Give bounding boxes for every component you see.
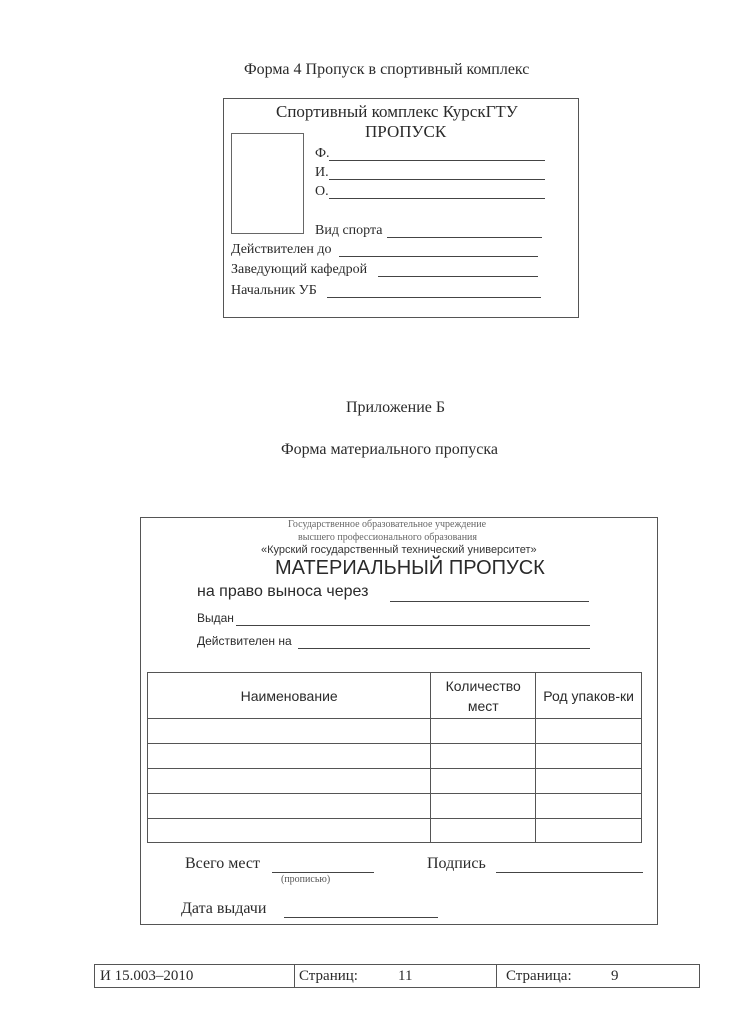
name-label: И. bbox=[315, 165, 329, 180]
col-header-packaging: Род упаков-ки bbox=[536, 673, 642, 719]
table-row bbox=[148, 719, 642, 744]
valid-for-line bbox=[298, 648, 590, 649]
table-row bbox=[148, 794, 642, 819]
table-row bbox=[148, 744, 642, 769]
issued-label: Выдан bbox=[197, 611, 234, 625]
issued-line bbox=[236, 625, 590, 626]
total-places-hint: (прописью) bbox=[281, 874, 331, 885]
col-header-quantity: Количество мест bbox=[431, 673, 536, 719]
patronymic-line bbox=[329, 198, 545, 199]
org-line-1: Государственное образовательное учреждение bbox=[288, 519, 487, 530]
chief-line bbox=[327, 297, 541, 298]
page-footer bbox=[94, 964, 700, 988]
chief-label: Начальник УБ bbox=[231, 283, 317, 298]
material-pass-subtitle: на право выноса через bbox=[197, 583, 369, 600]
valid-until-line bbox=[339, 256, 538, 257]
signature-line bbox=[496, 872, 643, 873]
total-places-line bbox=[272, 872, 374, 873]
col-header-name: Наименование bbox=[148, 673, 431, 719]
valid-until-label: Действителен до bbox=[231, 242, 332, 257]
appendix-subtitle: Форма материального пропуска bbox=[281, 441, 498, 458]
issue-date-line bbox=[284, 917, 438, 918]
valid-for-label: Действителен на bbox=[197, 634, 292, 648]
department-head-label: Заведующий кафедрой bbox=[231, 262, 368, 277]
footer-doc-code: И 15.003–2010 bbox=[100, 967, 194, 984]
footer-page-value: 9 bbox=[611, 967, 619, 984]
footer-pages-cell bbox=[295, 965, 497, 987]
footer-doc-code-cell bbox=[95, 965, 295, 987]
exit-through-line bbox=[390, 601, 589, 602]
footer-pages-value: 11 bbox=[398, 967, 413, 984]
sport-type-label: Вид спорта bbox=[315, 223, 383, 238]
name-line bbox=[329, 179, 545, 180]
patronymic-label: О. bbox=[315, 184, 329, 199]
footer-page-label: Страница: bbox=[506, 967, 572, 984]
sport-type-line bbox=[387, 237, 542, 238]
material-pass-title: МАТЕРИАЛЬНЫЙ ПРОПУСК bbox=[275, 557, 545, 579]
department-head-line bbox=[378, 276, 538, 277]
sports-pass-org: Спортивный комплекс КурскГТУ bbox=[276, 102, 518, 121]
photo-placeholder bbox=[231, 133, 304, 234]
appendix-title: Приложение Б bbox=[346, 399, 446, 416]
org-line-2: высшего профессионального образования bbox=[298, 532, 477, 543]
table-row bbox=[148, 819, 642, 843]
footer-page-cell bbox=[497, 965, 699, 987]
surname-line bbox=[329, 160, 545, 161]
signature-label: Подпись bbox=[427, 855, 486, 872]
footer-pages-label: Страниц: bbox=[299, 967, 358, 984]
items-table bbox=[147, 672, 642, 843]
form4-caption: Форма 4 Пропуск в спортивный комплекс bbox=[244, 61, 530, 78]
org-line-3: «Курский государственный технический университет» bbox=[261, 544, 537, 556]
total-places-label: Всего мест bbox=[185, 855, 260, 872]
table-row bbox=[148, 769, 642, 794]
sports-pass-title: ПРОПУСК bbox=[365, 122, 447, 141]
surname-label: Ф. bbox=[315, 146, 330, 161]
issue-date-label: Дата выдачи bbox=[181, 900, 267, 917]
